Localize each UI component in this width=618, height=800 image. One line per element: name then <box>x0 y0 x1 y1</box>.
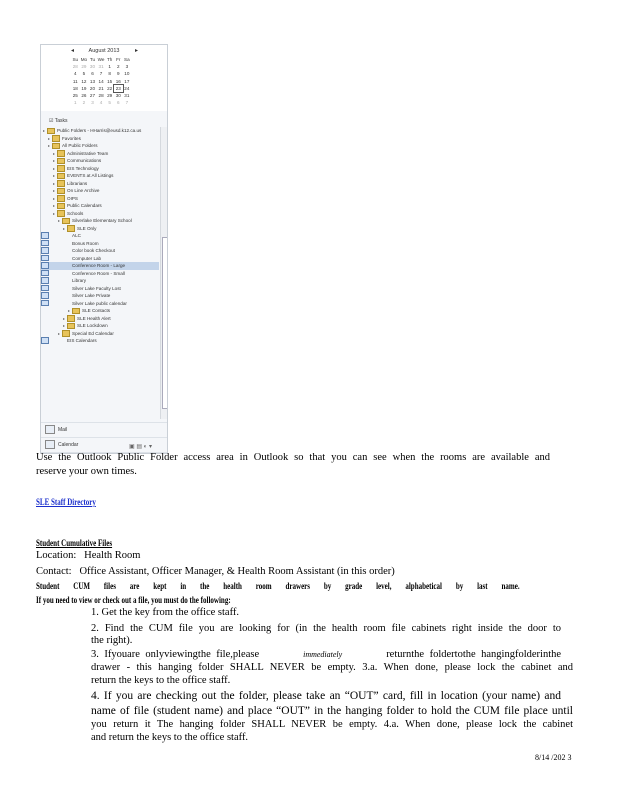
folder-label: EIS Technology <box>67 165 99 171</box>
bold-line-1: Student CUM files are kept in the health room drawers by grade level, alphabetical by last name. <box>36 581 520 591</box>
folder-tree-item[interactable] <box>41 337 159 345</box>
calendar-day[interactable]: 28 <box>98 93 104 99</box>
folder-tree-item[interactable] <box>41 240 159 248</box>
tree-scrollbar[interactable] <box>160 127 167 419</box>
folder-label: Conference Room - Small <box>72 270 125 276</box>
folder-label: Public Folders - HHarris@eusd.k12.ca.us <box>57 128 142 133</box>
calendar-day[interactable]: 26 <box>81 93 87 99</box>
weekday-header: Su <box>72 57 79 63</box>
folder-tree-item[interactable] <box>41 277 159 285</box>
calendar-icon <box>41 232 49 239</box>
folder-icon <box>57 165 65 172</box>
expand-icon[interactable]: ▸ <box>53 158 56 163</box>
expand-icon[interactable]: ▸ <box>48 135 51 141</box>
step-4-line-1: 4. If you are checking out the folder, please take an “OUT” card, fill in location (your name) and <box>91 690 561 702</box>
folder-tree-item[interactable] <box>41 210 159 218</box>
weekday-header: We <box>97 57 105 63</box>
mini-calendar <box>41 45 167 111</box>
calendar-day[interactable]: 5 <box>82 71 86 77</box>
folder-tree-item[interactable] <box>41 217 159 225</box>
calendar-icon <box>41 292 49 299</box>
calendar-day[interactable]: 24 <box>124 85 130 91</box>
calendar-day[interactable]: 13 <box>89 78 96 84</box>
folder-label: OIPS <box>67 195 78 201</box>
folder-label: Color book Checkout <box>72 248 115 253</box>
folder-label: EVENTS at All Listings <box>67 173 114 178</box>
folder-tree-item[interactable] <box>41 135 159 143</box>
calendar-grid <box>71 56 131 106</box>
folder-tree-item[interactable] <box>41 322 159 330</box>
folder-label: Librarians <box>67 180 88 186</box>
folder-icon <box>57 203 65 210</box>
calendar-day[interactable]: 15 <box>107 78 113 84</box>
folder-label: Schools <box>67 210 84 216</box>
folder-label: Public Calendars <box>67 203 102 208</box>
expand-icon[interactable]: ▸ <box>58 218 61 223</box>
expand-icon[interactable]: ▸ <box>43 128 46 133</box>
weekday-header: Mo <box>80 57 88 63</box>
folder-label: Silver Lake Faculty Lost <box>72 285 121 291</box>
step-2-line-2: the right). <box>91 635 133 646</box>
calendar-icon <box>41 270 49 277</box>
calendar-day[interactable]: 22 <box>107 85 113 91</box>
folder-tree-item[interactable] <box>41 180 159 188</box>
weekday-header: Th <box>106 57 113 63</box>
section-title: Student Cumulative Files <box>36 538 113 548</box>
folder-icon <box>62 330 70 337</box>
expand-icon[interactable]: ▸ <box>48 143 51 148</box>
folder-label: On Line Archive <box>67 188 100 193</box>
folder-icon <box>57 158 65 165</box>
folder-tree-item[interactable] <box>41 142 159 150</box>
chevron-right-icon[interactable]: ▸ <box>135 48 139 54</box>
calendar-icon <box>41 277 49 284</box>
contact-line: Contact: Office Assistant, Officer Manager, & Health Room Assistant (in this order) <box>36 566 395 577</box>
step-3-line-2: drawer - this hanging folder SHALL NEVER be empty. 3.a. When done, please lock the cabinet and <box>91 662 573 673</box>
expand-icon[interactable]: ▸ <box>53 188 56 193</box>
folder-tree-item[interactable] <box>41 285 159 293</box>
folder-icon <box>57 150 65 157</box>
folder-tree-item[interactable] <box>41 270 159 278</box>
folder-label: Administrative Team <box>67 150 109 156</box>
folder-tree-item[interactable] <box>41 255 159 263</box>
calendar-day[interactable]: 28 <box>72 64 78 70</box>
calendar-day[interactable]: 5 <box>108 100 111 106</box>
bold-line-2: If you need to view or check out a file, you must do the following: <box>36 595 231 605</box>
calendar-day[interactable]: 12 <box>81 78 87 84</box>
nav-label: Mail <box>58 427 68 433</box>
step-4-line-4: and return the keys to the office staff. <box>91 732 249 743</box>
folder-label: Silverlake Elementary School <box>72 218 132 223</box>
calendar-day[interactable]: 2 <box>82 100 86 106</box>
folder-tree-item[interactable] <box>41 150 159 158</box>
expand-icon[interactable]: ▸ <box>53 180 56 186</box>
calendar-day[interactable]: 1 <box>108 64 111 70</box>
calendar-day[interactable]: 23 <box>115 85 121 91</box>
calendar-icon <box>41 285 49 292</box>
folder-label: SLE Health Alert <box>77 315 111 321</box>
folder-icon <box>57 195 65 202</box>
calendar-day[interactable]: 31 <box>98 64 104 70</box>
calendar-day[interactable]: 7 <box>99 71 103 77</box>
weekday-header: Tu <box>89 57 96 63</box>
step-3-line-1: 3. Ifyouare onlyviewingthe file,please immediately returnthe foldertothe hangingfolderinthe <box>91 649 562 660</box>
step-2-line-1: 2. Find the CUM file you are looking for (in the health room file cabinets right inside the door to <box>91 623 561 634</box>
folder-label: Conference Room - Large <box>72 263 126 268</box>
nav-label: Calendar <box>58 442 79 448</box>
folder-tree <box>41 127 159 345</box>
calendar-day[interactable]: 17 <box>124 78 130 84</box>
calendar-day[interactable]: 6 <box>116 100 120 106</box>
folder-tree-item[interactable] <box>41 232 159 240</box>
calendar-day[interactable]: 7 <box>125 100 129 106</box>
folder-label: All Public Folders <box>62 143 98 148</box>
folder-tree-item[interactable] <box>41 165 159 173</box>
chevron-left-icon[interactable]: ◂ <box>71 48 75 54</box>
folder-icon <box>67 323 75 330</box>
calendar-day[interactable]: 31 <box>124 93 130 99</box>
folder-tree-item[interactable] <box>41 172 159 180</box>
expand-icon[interactable]: ▸ <box>53 203 56 208</box>
folder-label: ALC <box>72 233 81 238</box>
folder-icon <box>57 188 65 195</box>
calendar-day[interactable]: 30 <box>89 64 96 70</box>
folder-tree-item[interactable] <box>41 225 159 233</box>
weekday-header: Fr <box>116 57 121 63</box>
nav-shortcut-icons[interactable]: ▣ ▤ ◐ ▾ <box>129 444 152 450</box>
folder-icon <box>62 218 70 225</box>
tasks-link[interactable]: ☑ Tasks <box>49 118 68 124</box>
expand-icon[interactable]: ▸ <box>53 195 56 201</box>
calendar-icon <box>41 255 49 262</box>
step-3-line-3: return the keys to the office staff. <box>91 675 231 686</box>
calendar-day[interactable]: 16 <box>115 78 121 84</box>
calendar-day[interactable]: 2 <box>116 64 120 70</box>
page-footer-date: 8/14 /202 3 <box>535 753 572 762</box>
calendar-day[interactable]: 11 <box>72 78 78 84</box>
folder-label: Communications <box>67 158 102 163</box>
calendar-day[interactable]: 9 <box>116 71 120 77</box>
calendar-day[interactable]: 14 <box>98 78 104 84</box>
folder-tree-item[interactable] <box>41 330 159 338</box>
expand-icon[interactable]: ▸ <box>53 210 56 216</box>
expand-icon[interactable]: ▸ <box>63 315 66 321</box>
folder-label: EIS Calendars <box>67 338 97 343</box>
folder-label: Special Ed Calendar <box>72 330 114 336</box>
folder-tree-item[interactable] <box>41 307 159 315</box>
calendar-icon <box>41 240 49 247</box>
calendar-day[interactable]: 6 <box>91 71 94 77</box>
weekday-header: Sa <box>124 57 130 63</box>
staff-directory-link[interactable]: SLE Staff Directory <box>36 497 96 507</box>
folder-label: SLE Lockdown <box>77 323 108 328</box>
folder-tree-item[interactable] <box>41 187 159 195</box>
calendar-month: August 2013 <box>88 48 120 54</box>
calendar-icon <box>45 440 55 449</box>
folder-label: Favorites <box>62 135 81 141</box>
scrollbar-thumb[interactable] <box>162 237 168 409</box>
folder-tree-item[interactable] <box>41 315 159 323</box>
calendar-day[interactable]: 3 <box>125 64 129 70</box>
folder-tree-item[interactable] <box>41 262 159 270</box>
step-1: 1. Get the key from the office staff. <box>91 607 240 618</box>
folder-tree-item[interactable] <box>41 127 159 135</box>
folder-label: Silver Lake Private <box>72 293 111 298</box>
mail-icon <box>45 425 55 434</box>
folder-label: Bonus Room <box>72 240 99 246</box>
folder-tree-item[interactable] <box>41 292 159 300</box>
expand-icon[interactable]: ▸ <box>63 225 66 231</box>
step-4-line-2: name of file (student name) and place “OUT” in the hanging folder to hold the CUM file place until <box>91 705 573 717</box>
calendar-day[interactable]: 4 <box>74 71 77 77</box>
calendar-day[interactable]: 20 <box>89 85 96 91</box>
folder-tree-item[interactable] <box>41 195 159 203</box>
folder-icon <box>57 210 65 217</box>
calendar-day[interactable]: 4 <box>99 100 103 106</box>
intro-line-2: reserve your own times. <box>36 466 137 477</box>
calendar-day[interactable]: 21 <box>98 85 104 91</box>
folder-tree-item[interactable] <box>41 202 159 210</box>
expand-icon[interactable]: ▸ <box>53 150 56 156</box>
calendar-icon <box>41 337 49 344</box>
calendar-day[interactable]: 29 <box>81 64 87 70</box>
calendar-day[interactable]: 3 <box>91 100 94 106</box>
folder-label: SLE Contacts <box>82 308 111 313</box>
expand-icon[interactable]: ▸ <box>53 173 56 178</box>
calendar-day[interactable]: 19 <box>81 85 87 91</box>
expand-icon[interactable]: ▸ <box>58 330 61 336</box>
calendar-day[interactable]: 1 <box>74 100 77 106</box>
folder-icon <box>47 128 55 135</box>
expand-icon[interactable]: ▸ <box>53 165 56 171</box>
calendar-day[interactable]: 30 <box>115 93 121 99</box>
folder-tree-item[interactable] <box>41 247 159 255</box>
calendar-icon <box>41 300 49 307</box>
folder-icon <box>67 225 75 232</box>
nav-item-mail[interactable] <box>41 422 167 437</box>
folder-icon <box>67 315 75 322</box>
outlook-screenshot <box>40 44 168 454</box>
calendar-day[interactable]: 8 <box>108 71 111 77</box>
folder-label: Library <box>72 278 87 283</box>
folder-label: SLE Only <box>77 225 97 231</box>
calendar-day[interactable]: 10 <box>124 71 130 77</box>
folder-icon <box>57 173 65 180</box>
expand-icon[interactable]: ▸ <box>68 308 71 313</box>
intro-line-1: Use the Outlook Public Folder access area in Outlook so that you can see when the rooms are available and <box>36 452 550 463</box>
calendar-day[interactable]: 25 <box>72 93 78 99</box>
folder-icon <box>52 143 60 150</box>
calendar-day[interactable]: 18 <box>72 85 78 91</box>
folder-tree-item[interactable] <box>41 157 159 165</box>
calendar-icon <box>41 262 49 269</box>
step-4-line-3: you return it The hanging folder SHALL NEVER be empty. 4.a. When done, please lock the cabinet <box>91 719 573 730</box>
expand-icon[interactable]: ▸ <box>63 323 66 328</box>
folder-label: Computer Lab <box>72 255 102 261</box>
calendar-day[interactable]: 27 <box>89 93 96 99</box>
calendar-icon <box>41 247 49 254</box>
folder-tree-item[interactable] <box>41 300 159 308</box>
folder-label: Silver Lake public calendar <box>72 300 127 306</box>
tasks-icon: ☑ <box>49 118 55 124</box>
folder-icon <box>72 308 80 315</box>
folder-icon <box>57 180 65 187</box>
calendar-day[interactable]: 29 <box>107 93 113 99</box>
location-line: Location: Health Room <box>36 550 141 561</box>
folder-icon <box>52 135 60 142</box>
